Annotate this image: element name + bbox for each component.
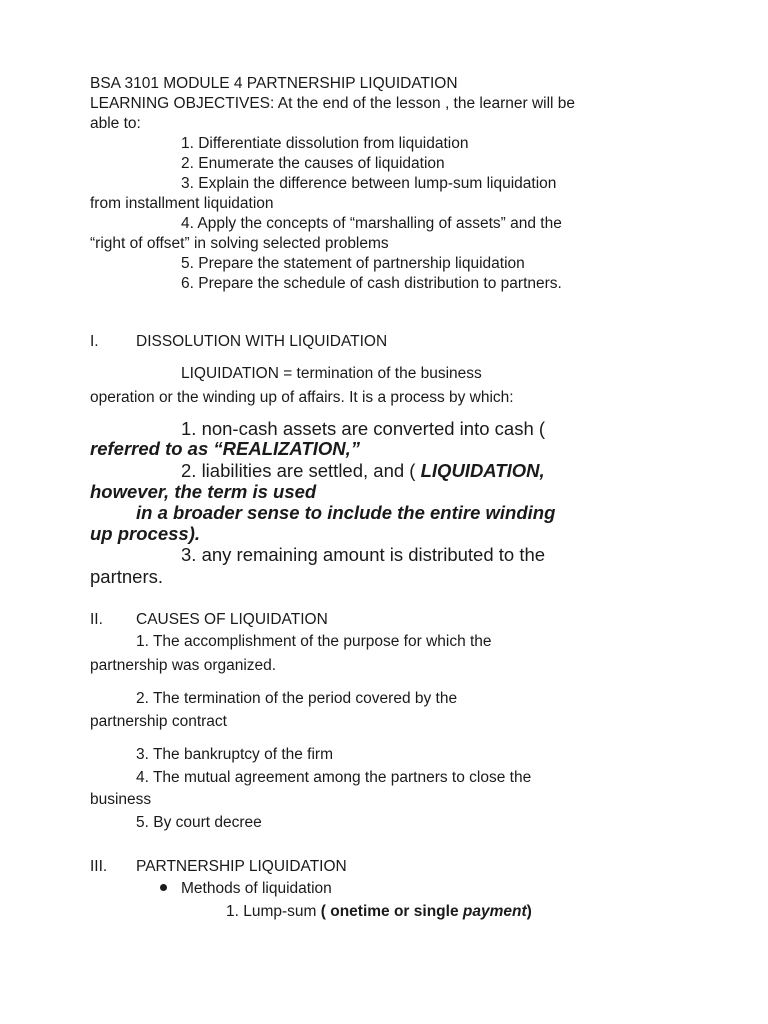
objective-1: 1. Differentiate dissolution from liquidation bbox=[181, 135, 469, 152]
process-step-1-line-1: 1. non-cash assets are converted into cash ( bbox=[181, 418, 546, 439]
process-step-3-line-2: partners. bbox=[90, 566, 164, 587]
section-3-number: III. bbox=[90, 858, 108, 875]
process-step-2-line-1 bbox=[181, 460, 545, 482]
section-2-number: II. bbox=[90, 611, 103, 628]
liquidation-definition-line-1: LIQUIDATION = termination of the business bbox=[181, 365, 482, 382]
process-step-2-line-4: up process). bbox=[90, 523, 200, 544]
cause-3: 3. The bankruptcy of the firm bbox=[136, 746, 334, 763]
section-3-title: PARTNERSHIP LIQUIDATION bbox=[136, 858, 347, 875]
objective-6: 6. Prepare the schedule of cash distribution to partners. bbox=[181, 275, 562, 292]
cause-1-line-2: partnership was organized. bbox=[90, 657, 277, 674]
section-1-title: DISSOLUTION WITH LIQUIDATION bbox=[136, 333, 388, 350]
section-2-title: CAUSES OF LIQUIDATION bbox=[136, 611, 328, 628]
process-step-3-line-1: 3. any remaining amount is distributed to the bbox=[181, 544, 546, 565]
process-step-2-line-2: however, the term is used bbox=[90, 481, 317, 502]
objective-5: 5. Prepare the statement of partnership liquidation bbox=[181, 255, 525, 272]
objective-3-line-1: 3. Explain the difference between lump-sum liquidation bbox=[181, 175, 557, 192]
section-1-number: I. bbox=[90, 333, 99, 350]
bullet-icon bbox=[160, 884, 167, 891]
method-1-label: 1. Lump-sum bbox=[226, 903, 321, 920]
document-title: BSA 3101 MODULE 4 PARTNERSHIP LIQUIDATION bbox=[90, 75, 458, 92]
cause-2-line-1: 2. The termination of the period covered by the bbox=[136, 690, 458, 707]
objectives-intro-line-1: LEARNING OBJECTIVES: At the end of the lesson , the learner will be bbox=[90, 95, 576, 112]
process-step-2-text: 2. liabilities are settled, and ( bbox=[181, 460, 421, 481]
method-1-paren: ( onetime or single bbox=[320, 903, 463, 920]
process-step-2-line-3: in a broader sense to include the entire winding bbox=[136, 502, 556, 523]
method-1-close: ) bbox=[526, 903, 532, 920]
objectives-intro-line-2: able to: bbox=[90, 115, 141, 132]
objective-4-line-2: “right of offset” in solving selected problems bbox=[90, 235, 389, 252]
method-1-italic: payment bbox=[462, 903, 527, 920]
cause-4-line-2: business bbox=[90, 791, 152, 808]
method-1 bbox=[226, 902, 532, 922]
process-step-2-bold-term: LIQUIDATION, bbox=[420, 460, 545, 481]
cause-4-line-1: 4. The mutual agreement among the partners to close the bbox=[136, 769, 532, 786]
methods-bullet-text: Methods of liquidation bbox=[181, 880, 332, 897]
cause-1-line-1: 1. The accomplishment of the purpose for which the bbox=[136, 633, 492, 650]
objective-3-line-2: from installment liquidation bbox=[90, 195, 274, 212]
objective-4-line-1: 4. Apply the concepts of “marshalling of assets” and the bbox=[181, 215, 562, 232]
cause-5: 5. By court decree bbox=[136, 814, 262, 831]
liquidation-definition-line-2: operation or the winding up of affairs. It is a process by which: bbox=[90, 389, 514, 406]
process-step-1-line-2: referred to as “REALIZATION,” bbox=[90, 438, 361, 459]
objective-2: 2. Enumerate the causes of liquidation bbox=[181, 155, 445, 172]
cause-2-line-2: partnership contract bbox=[90, 713, 227, 730]
